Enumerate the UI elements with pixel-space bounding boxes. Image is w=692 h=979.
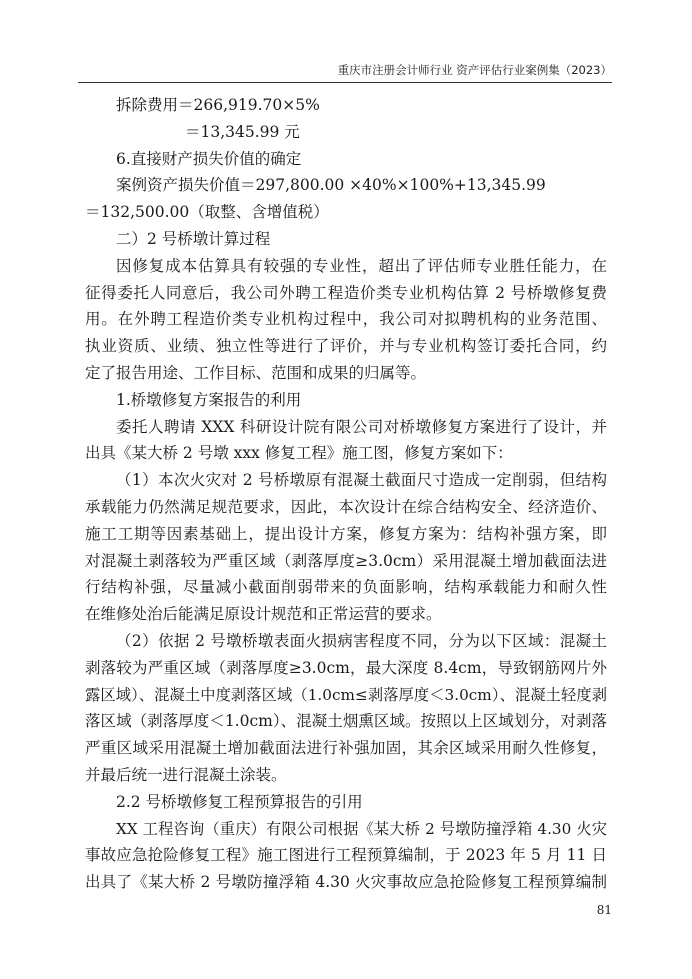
paragraph-line: 委托人聘请 XXX 科研设计院有限公司对桥墩修复方案进行了设计，并: [116, 417, 607, 436]
paragraph-line: 承载能力仍然满足规范要求，因此，本次设计在综合结构安全、经济造价、: [85, 497, 607, 516]
paragraph-line: （1）本次火灾对 2 号桥墩原有混凝土截面尺寸造成一定削弱，但结构: [116, 471, 607, 490]
paragraph-line: 剥落较为严重区域（剥落厚度≥3.0cm，最大深度 8.4cm，导致钢筋网片外: [85, 658, 607, 677]
paragraph-line: 出具《某大桥 2 号墩 xxx 修复工程》施工图，修复方案如下：: [85, 444, 513, 463]
paragraph-line: 出具了《某大桥 2 号墩防撞浮箱 4.30 火灾事故应急抢险修复工程预算编制: [85, 873, 607, 892]
formula-line: ＝132,500.00（取整、含增值税）: [85, 203, 329, 222]
paragraph-line: 并最后统一进行混凝土涂装。: [85, 765, 287, 784]
paragraph-line: 定了报告用途、工作目标、范围和成果的归属等。: [85, 363, 427, 382]
paragraph-line: （2）依据 2 号墩桥墩表面火损病害程度不同，分为以下区域：混凝土: [116, 631, 607, 650]
section-heading: 2.2 号桥墩修复工程预算报告的引用: [116, 792, 363, 811]
running-header: 重庆市注册会计师行业 资产评估行业案例集（2023）: [337, 63, 612, 77]
paragraph-line: 因修复成本估算具有较强的专业性，超出了评估师专业胜任能力，在: [116, 256, 607, 275]
paragraph-line: 在维修处治后能满足原设计规范和正常运营的要求。: [85, 605, 442, 624]
formula-line: ＝13,345.99 元: [185, 122, 300, 141]
paragraph-line: 对混凝土剥落较为严重区域（剥落厚度≥3.0cm）采用混凝土增加截面法进: [85, 551, 607, 570]
paragraph-line: 行结构补强，尽量减小截面削弱带来的负面影响，结构承载能力和耐久性: [85, 578, 607, 597]
page-number: 81: [596, 903, 612, 917]
paragraph-line: 征得委托人同意后，我公司外聘工程造价类专业机构估算 2 号桥墩修复费: [85, 283, 607, 302]
paragraph-line: 执业资质、业绩、独立性等进行了评价，并与专业机构签订委托合同，约: [85, 337, 607, 356]
page-body: [85, 92, 607, 896]
paragraph-line: 落区域（剥落厚度＜1.0cm）、混凝土烟熏区域。按照以上区域划分，对剥落: [85, 712, 607, 731]
section-heading: 二）2 号桥墩计算过程: [116, 229, 271, 248]
paragraph-line: 施工工期等因素基础上，提出设计方案，修复方案为：结构补强方案，即: [85, 524, 607, 543]
paragraph-line: 用。在外聘工程造价类专业机构过程中，我公司对拟聘机构的业务范围、: [85, 310, 607, 329]
formula-line: 案例资产损失价值＝297,800.00 ×40%×100%+13,345.99: [116, 176, 546, 195]
formula-line: 拆除费用＝266,919.70×5%: [116, 96, 320, 114]
paragraph-line: 事故应急抢险修复工程》施工图进行工程预算编制，于 2023 年 5 月 11 日: [85, 846, 607, 865]
paragraph-line: 露区域）、混凝土中度剥落区域（1.0cm≤剥落厚度＜3.0cm）、混凝土轻度剥: [85, 685, 607, 704]
paragraph-line: XX 工程咨询（重庆）有限公司根据《某大桥 2 号墩防撞浮箱 4.30 火灾: [116, 819, 607, 838]
section-heading: 6.直接财产损失价值的确定: [116, 149, 302, 168]
section-heading: 1.桥墩修复方案报告的利用: [116, 390, 302, 409]
header-divider: [78, 82, 612, 83]
paragraph-line: 严重区域采用混凝土增加截面法进行补强加固，其余区域采用耐久性修复，: [85, 739, 607, 758]
